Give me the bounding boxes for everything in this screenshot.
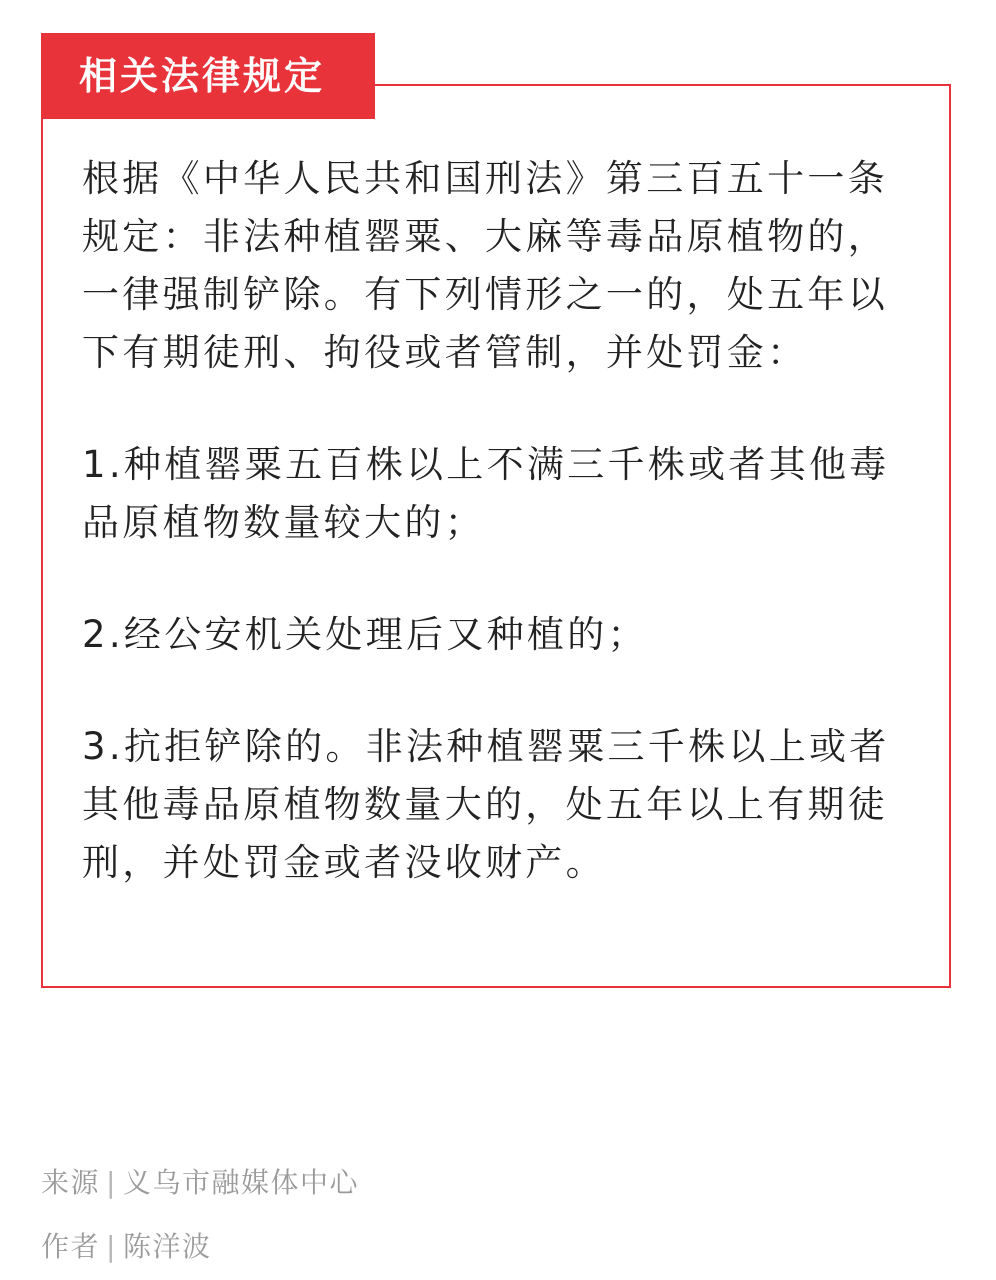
law-text	[82, 150, 914, 892]
source-value: 义乌市融媒体中心	[122, 1166, 359, 1199]
credit-author	[41, 1229, 211, 1265]
law-item-1: 1.种植罂粟五百株以上不满三千株或者其他毒品原植物数量较大的；	[82, 443, 890, 544]
law-item-2: 2.经公安机关处理后又种植的；	[82, 613, 648, 656]
author-value: 陈洋波	[122, 1230, 212, 1263]
source-label: 来源	[41, 1166, 101, 1199]
source-separator: |	[106, 1166, 117, 1199]
author-separator: |	[106, 1230, 117, 1263]
law-item-3: 3.抗拒铲除的。非法种植罂粟三千株以上或者其他毒品原植物数量大的，处五年以上有期徒刑，并处罚金或者没收财产。	[82, 725, 890, 884]
law-intro-paragraph: 根据《中华人民共和国刑法》第三百五十一条规定：非法种植罂粟、大麻等毒品原植物的，一律强制铲除。有下列情形之一的，处五年以下有期徒刑、拘役或者管制，并处罚金：	[82, 157, 888, 374]
section-title: 相关法律规定	[41, 33, 375, 119]
author-label: 作者	[41, 1230, 101, 1263]
credit-source	[41, 1165, 359, 1201]
